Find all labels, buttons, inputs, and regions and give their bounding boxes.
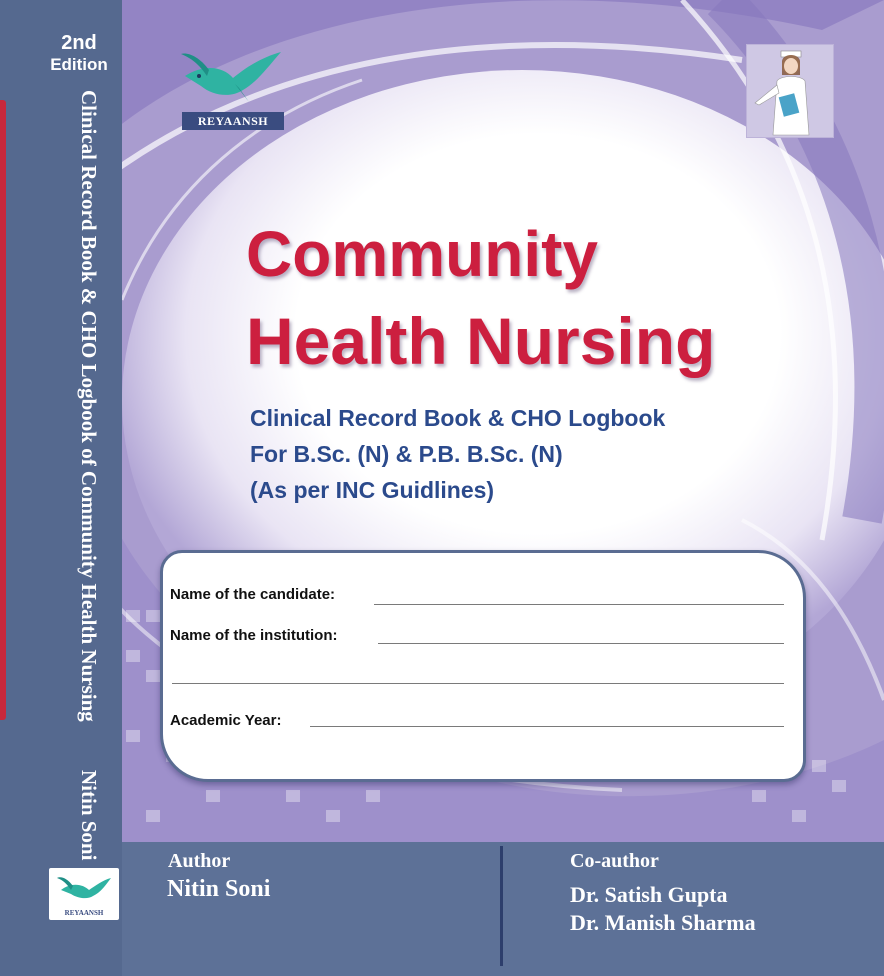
author-name: Nitin Soni [167,876,271,902]
spine-publisher-name: REYAANSH [64,909,104,917]
institution-name-line-2[interactable] [172,683,784,684]
title-line-2: Health Nursing [246,304,716,378]
academic-year-label: Academic Year: [170,712,282,729]
edition-number: 2nd [61,32,97,54]
institution-name-line[interactable] [378,643,784,644]
candidate-name-label: Name of the candidate: [170,586,336,603]
subtitle-line-1: Clinical Record Book & CHO Logbook [250,405,666,431]
academic-year-line[interactable] [310,726,784,727]
footer-divider [500,846,503,966]
candidate-info-box [160,550,806,782]
title-line-1: Community [246,218,598,290]
candidate-name-line[interactable] [374,604,784,605]
publisher-name: REYAANSH [182,112,284,130]
spine-title: Clinical Record Book & CHO Logbook of Community Health Nursing [77,90,101,722]
author-label: Author [168,850,231,872]
coauthor-label: Co-author [570,850,659,872]
institution-name-label: Name of the institution: [170,627,338,644]
hummingbird-icon [49,868,119,908]
book-spine [0,0,122,976]
subtitle-line-3: (As per INC Guidlines) [250,477,495,503]
coauthor-name-1: Dr. Satish Gupta [570,882,728,907]
nurse-icon [747,45,833,137]
edition-badge [40,32,118,75]
subtitle-line-2: For B.Sc. (N) & P.B. B.Sc. (N) [250,441,563,467]
spine-accent-stripe [0,100,6,720]
book-subtitle [250,400,665,508]
authors-footer [122,842,884,976]
spine-publisher-logo [49,868,119,920]
coauthor-name-2: Dr. Manish Sharma [570,910,756,935]
nurse-illustration [746,44,834,138]
edition-label: Edition [50,55,108,74]
spine-author: Nitin Soni [77,770,101,861]
